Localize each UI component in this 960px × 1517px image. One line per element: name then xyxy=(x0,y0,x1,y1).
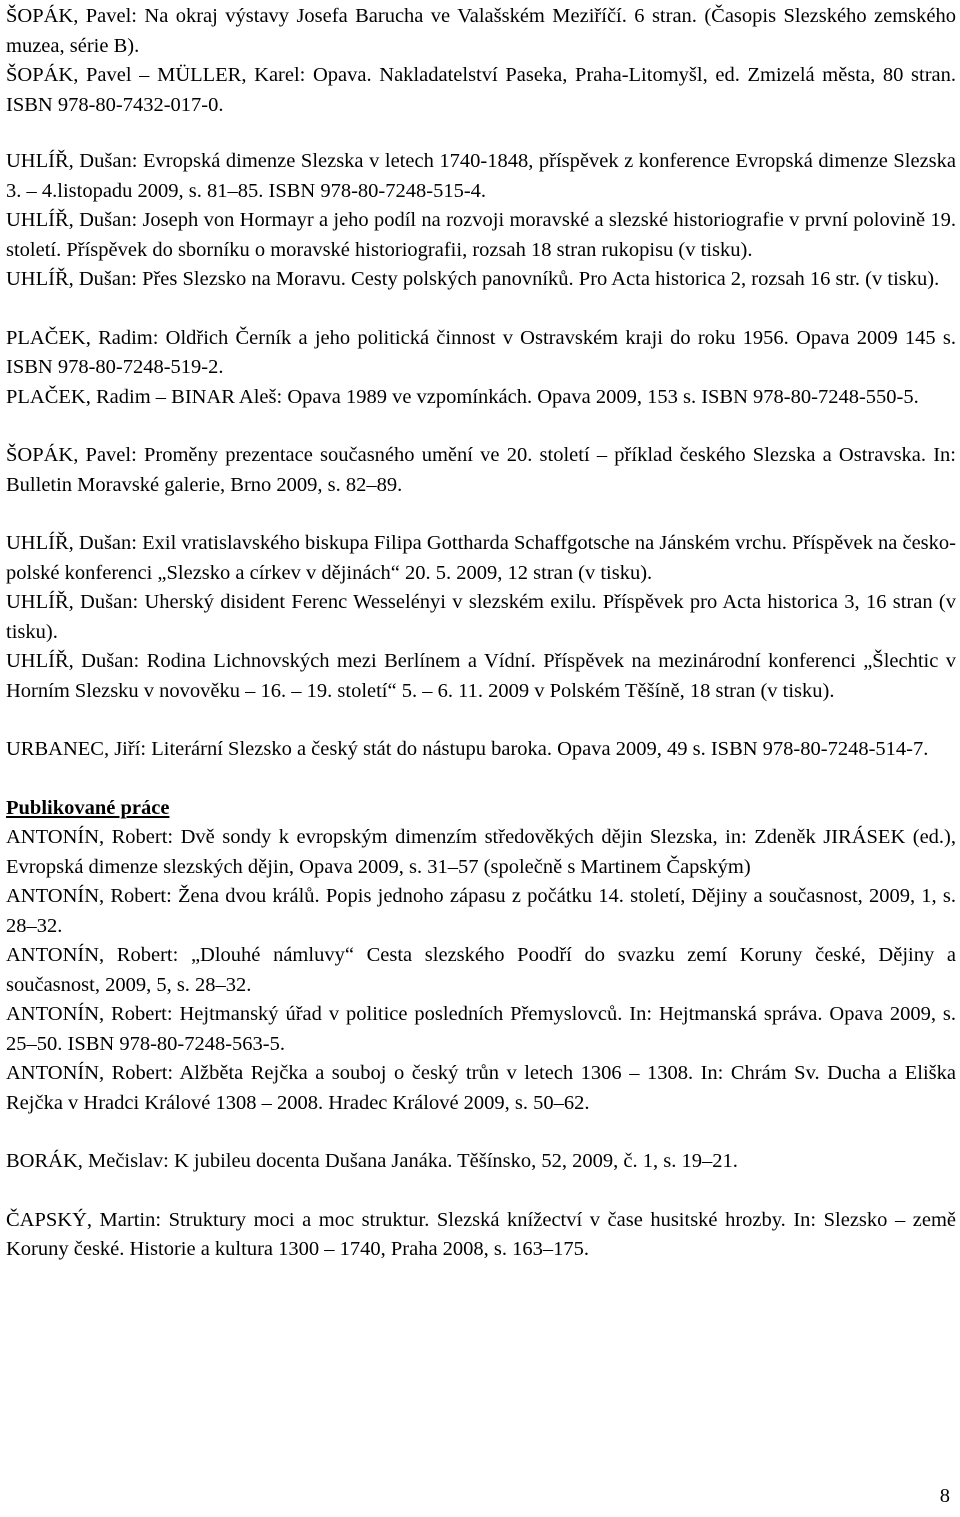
bibliography-entry: BORÁK, Mečislav: K jubileu docenta Dušana Janáka. Těšínsko, 52, 2009, č. 1, s. 19–21. xyxy=(6,1150,738,1172)
bibliography-entry: URBANEC, Jiří: Literární Slezsko a český stát do nástupu baroka. Opava 2009, 49 s. ISBN 978-80-7248-514-7. xyxy=(6,738,929,760)
bibliography-entry: PLAČEK, Radim – BINAR Aleš: Opava 1989 ve vzpomínkách. Opava 2009, 153 s. ISBN 978-80-7248-550-5. xyxy=(6,385,919,408)
paragraph-gap xyxy=(6,412,956,441)
bibliography-entry: ČAPSKÝ, Martin: Struktury moci a moc struktur. Slezská knížectví v čase husitské hrozby. In: Slezsko – země Koruny české. Historie a kultura 1300 – 1740, Praha 2008, s. 163–175. xyxy=(6,1208,956,1260)
section-heading: Publikované práce xyxy=(6,796,170,819)
bibliography-entry: ANTONÍN, Robert: Hejtmanský úřad v politice posledních Přemyslovců. In: Hejtmanská správa. Opava 2009, s. 25–50. ISBN 978-80-7248-563-5. xyxy=(6,1003,956,1055)
paragraph-gap xyxy=(6,1177,956,1206)
bibliography-entry: ANTONÍN, Robert: Alžběta Rejčka a souboj o český trůn v letech 1306 – 1308. In: Chrám Sv. Ducha a Eliška Rejčka v Hradci Králové 1308 – 2008. Hradec Králové 2009, s. 50–62. xyxy=(6,1062,956,1114)
bibliography-entry: ŠOPÁK, Pavel: Proměny prezentace současného umění ve 20. století – příklad českého Slezska a Ostravska. In: Bulletin Moravské galerie, Brno 2009, s. 82–89. xyxy=(6,444,956,496)
paragraph-gap xyxy=(6,706,956,735)
bibliography-entry: ŠOPÁK, Pavel: Na okraj výstavy Josefa Barucha ve Valašském Meziříčí. 6 stran. (Časopis Slezského zemského muzea, série B). xyxy=(6,5,956,57)
bibliography-entry: UHLÍŘ, Dušan: Přes Slezsko na Moravu. Cesty polských panovníků. Pro Acta historica 2, rozsah 16 str. (v tisku). xyxy=(6,268,940,290)
bibliography-entry: UHLÍŘ, Dušan: Rodina Lichnovských mezi Berlínem a Vídní. Příspěvek na mezinárodní konferenci „Šlechtic v Horním Slezsku v novověku – 16. – 19. století“ 5. – 6. 11. 2009 v Polském Těšíně, 18 stran (v tisku). xyxy=(6,650,956,702)
bibliography-entry: ŠOPÁK, Pavel – MÜLLER, Karel: Opava. Nakladatelství Paseka, Praha-Litomyšl, ed. Zmizelá města, 80 stran. ISBN 978-80-7432-017-0. xyxy=(6,64,956,116)
bibliography-entry: ANTONÍN, Robert: Žena dvou králů. Popis jednoho zápasu z počátku 14. století, Dějiny a současnost, 2009, 1, s. 28–32. xyxy=(6,885,956,937)
bibliography-entry: ANTONÍN, Robert: „Dlouhé námluvy“ Cesta slezského Poodří do svazku zemí Koruny české, Dějiny a současnost, 2009, 5, s. 28–32. xyxy=(6,944,956,996)
bibliography-entry: UHLÍŘ, Dušan: Joseph von Hormayr a jeho podíl na rozvoji moravské a slezské historiografie v první polovině 19. století. Příspěvek do sborníku o moravské historiografii, rozsah 18 stran rukopisu (v tisku). xyxy=(6,209,956,261)
paragraph-gap xyxy=(6,295,956,324)
paragraph-gap xyxy=(6,1118,956,1147)
paragraph-gap xyxy=(6,500,956,529)
bibliography-entry: UHLÍŘ, Dušan: Uherský disident Ferenc Wesselényi v slezském exilu. Příspěvek pro Acta historica 3, 16 stran (v tisku). xyxy=(6,591,956,643)
bibliography-entry: PLAČEK, Radim: Oldřich Černík a jeho politická činnost v Ostravském kraji do roku 1956. Opava 2009 145 s. ISBN 978-80-7248-519-2. xyxy=(6,326,956,378)
bibliography-entry: UHLÍŘ, Dušan: Evropská dimenze Slezska v letech 1740-1848, příspěvek z konference Evropská dimenze Slezska 3. – 4.listopadu 2009, s. 81–85. ISBN 978-80-7248-515-4. xyxy=(6,150,956,202)
paragraph-gap xyxy=(6,765,956,794)
bibliography-entry: UHLÍŘ, Dušan: Exil vratislavského biskupa Filipa Gottharda Schaffgotsche na Jánském vrchu. Příspěvek na česko-polské konferenci „Slezsko a církev v dějinách“ 20. 5. 2009, 12 stran (v tisku). xyxy=(6,532,956,584)
page-number: 8 xyxy=(939,1485,950,1507)
bibliography-entry: ANTONÍN, Robert: Dvě sondy k evropským dimenzím středověkých dějin Slezska, in: Zdeněk JIRÁSEK (ed.), Evropská dimenze slezských dějin, Opava 2009, s. 31–57 (společně s Martinem Čapským) xyxy=(6,826,956,878)
paragraph-gap xyxy=(6,120,956,147)
document-page xyxy=(6,2,956,1265)
